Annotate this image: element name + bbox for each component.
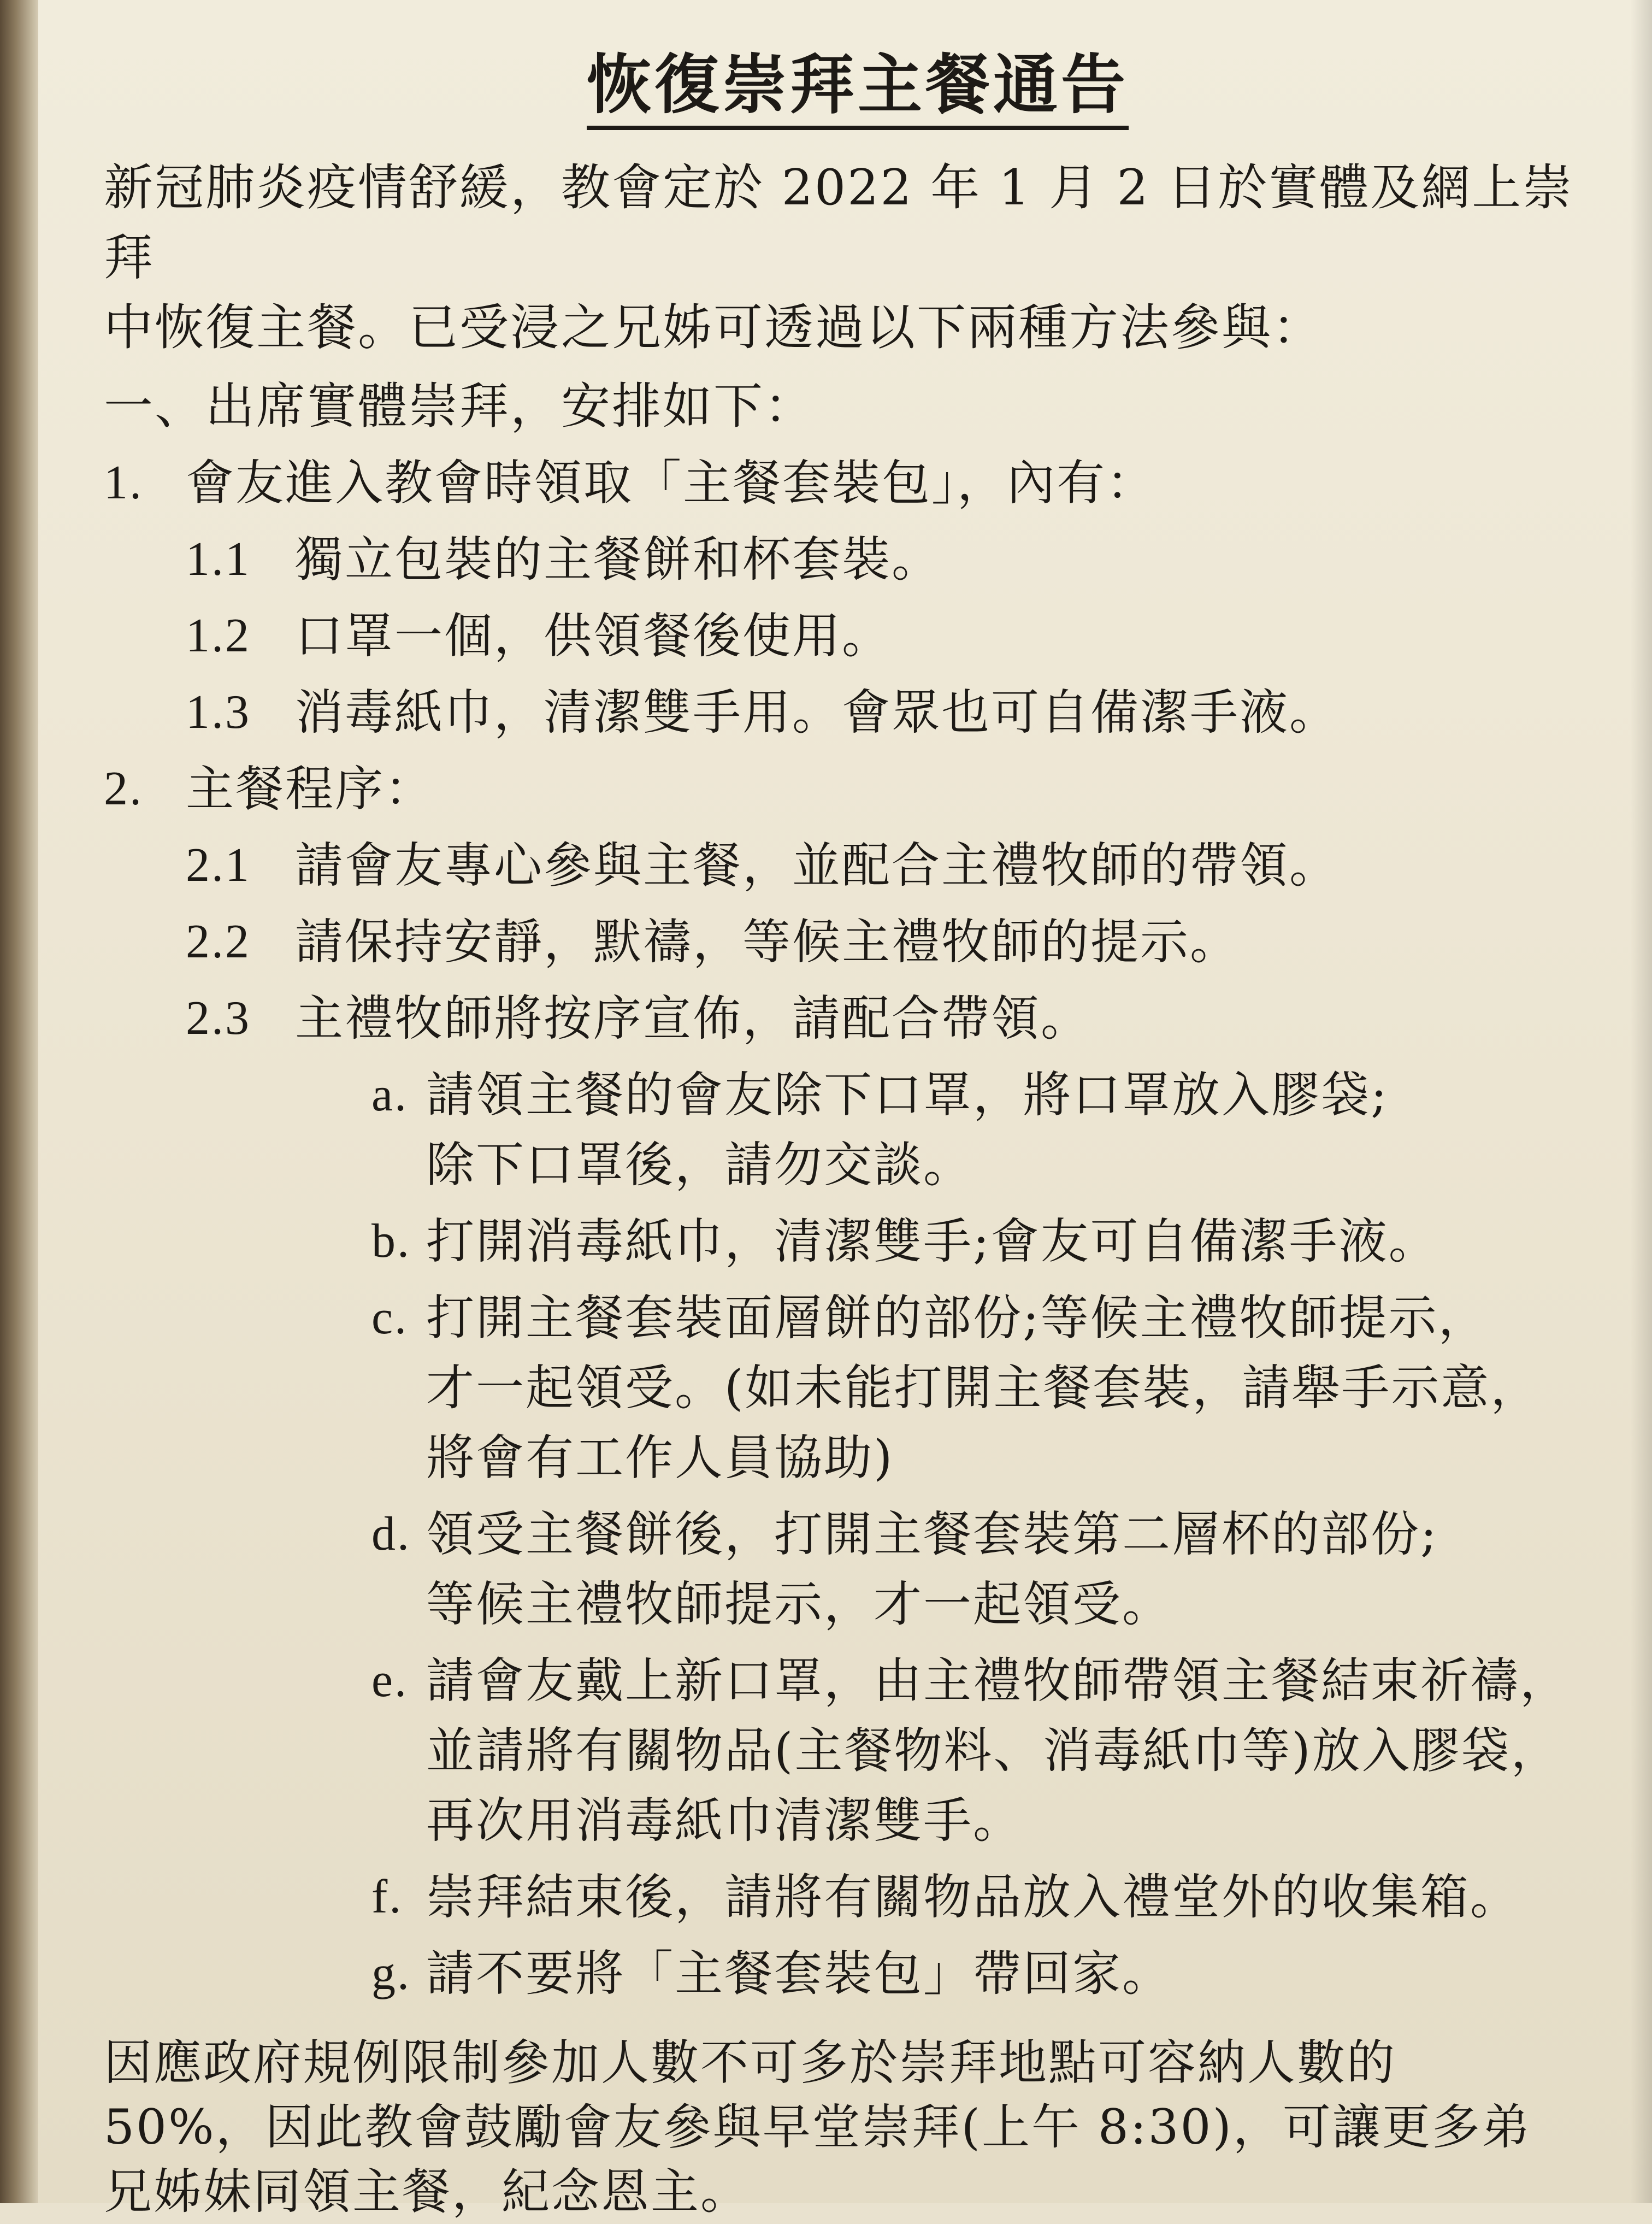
step-d-line-2: 等候主禮牧師提示，才一起領受。 — [426, 1576, 1172, 1632]
item-2-text: 主餐程序： — [186, 761, 435, 817]
step-c-line-2: 才一起領受。(如未能打開主餐套裝，請舉手示意， — [426, 1360, 1541, 1416]
step-d-text — [426, 1499, 1438, 1639]
item-2-2-text: 請保持安靜，默禱，等候主禮牧師的提示。 — [295, 914, 1240, 970]
step-c-text — [426, 1283, 1540, 1493]
step-g-text — [426, 1939, 1172, 2009]
notice-title-text: 恢復崇拜主餐通告 — [587, 46, 1129, 130]
closing-line-1: 因應政府規例限制參加人數不可多於崇拜地點可容納人數的 — [104, 2034, 1397, 2091]
notice-content — [104, 22, 1612, 2224]
item-1-number: 1. — [104, 456, 143, 509]
step-f-label: f. — [371, 1870, 403, 1923]
item-1-1-number: 1.1 — [186, 533, 251, 586]
step-b-text — [426, 1207, 1438, 1276]
item-2-1 — [186, 831, 1612, 901]
step-f — [371, 1862, 1612, 1932]
item-2-1-number: 2.1 — [186, 839, 251, 892]
notice-title — [104, 33, 1612, 126]
step-d — [371, 1499, 1612, 1639]
item-2-1-text: 請會友專心參與主餐，並配合主禮牧師的帶領。 — [295, 837, 1340, 893]
item-1-2 — [186, 601, 1612, 671]
intro-line-1: 新冠肺炎疫情舒緩，教會定於 2022 年 1 月 2 日於實體及網上崇拜 — [104, 159, 1574, 286]
item-2-3 — [186, 984, 1612, 1054]
intro-line-2: 中恢復主餐。已受浸之兄姊可透過以下兩種方法參與： — [104, 299, 1323, 356]
step-b — [371, 1207, 1612, 1276]
step-a-text — [426, 1060, 1389, 1200]
item-1-text: 會友進入教會時領取「主餐套裝包」，內有： — [186, 455, 1157, 511]
step-f-line-1: 崇拜結束後，請將有關物品放入禮堂外的收集箱。 — [426, 1869, 1520, 1925]
step-d-label: d. — [371, 1508, 411, 1561]
item-2-number: 2. — [104, 762, 143, 815]
item-2-3-text: 主禮牧師將按序宣佈，請配合帶領。 — [295, 990, 1091, 1046]
step-f-text — [426, 1862, 1520, 1932]
step-g-line-1: 請不要將「主餐套裝包」帶回家。 — [426, 1945, 1172, 2002]
step-e-line-2: 並請將有關物品(主餐物料、消毒紙巾等)放入膠袋， — [426, 1722, 1561, 1779]
item-1-2-number: 1.2 — [186, 609, 251, 662]
step-e-line-1: 請會友戴上新口罩，由主禮牧師帶領主餐結束祈禱， — [426, 1652, 1570, 1709]
step-d-line-1: 領受主餐餅後，打開主餐套裝第二層杯的部份; — [426, 1506, 1438, 1562]
item-1-1 — [186, 525, 1612, 595]
step-c — [371, 1283, 1612, 1493]
step-g — [371, 1939, 1612, 2009]
closing-line-3: 兄姊妹同領主餐，紀念恩主。 — [104, 2163, 751, 2220]
step-b-label: b. — [371, 1215, 411, 1268]
item-2-2 — [186, 907, 1612, 977]
closing-line-2: 50%，因此教會鼓勵會友參與早堂崇拜(上午 8:30)，可讓更多弟 — [104, 2099, 1531, 2155]
step-g-label: g. — [371, 1947, 411, 2000]
item-1 — [104, 448, 1612, 518]
step-c-line-1: 打開主餐套裝面層餅的部份;等候主禮牧師提示， — [426, 1290, 1488, 1346]
document-page — [38, 0, 1652, 2220]
closing-paragraph — [104, 2031, 1612, 2224]
step-e-line-3: 再次用消毒紙巾清潔雙手。 — [426, 1792, 1023, 1849]
item-1-3-text: 消毒紙巾，清潔雙手用。會眾也可自備潔手液。 — [295, 684, 1340, 740]
step-e-label: e. — [371, 1654, 409, 1707]
item-2-2-number: 2.2 — [186, 915, 251, 968]
step-a-label: a. — [371, 1068, 409, 1121]
section-one-heading: 一、出席實體崇拜，安排如下： — [104, 378, 815, 435]
item-1-3-number: 1.3 — [186, 686, 251, 739]
step-e-text — [426, 1646, 1570, 1856]
item-2-3-number: 2.3 — [186, 992, 251, 1045]
page-edge-shadow — [1630, 0, 1652, 2203]
item-1-3 — [186, 678, 1612, 748]
step-b-line-1: 打開消毒紙巾，清潔雙手;會友可自備潔手液。 — [426, 1213, 1438, 1269]
step-a-line-2: 除下口罩後，請勿交談。 — [426, 1137, 974, 1193]
step-a-line-1: 請領主餐的會友除下口罩，將口罩放入膠袋; — [426, 1067, 1389, 1123]
book-binding — [0, 0, 38, 2203]
step-e — [371, 1646, 1612, 1856]
item-1-2-text: 口罩一個，供領餐後使用。 — [295, 608, 892, 664]
step-a — [371, 1060, 1612, 1200]
step-c-label: c. — [371, 1291, 409, 1344]
step-c-line-3: 將會有工作人員協助) — [426, 1429, 894, 1486]
item-2 — [104, 754, 1612, 824]
item-1-1-text: 獨立包裝的主餐餅和杯套裝。 — [295, 531, 942, 587]
